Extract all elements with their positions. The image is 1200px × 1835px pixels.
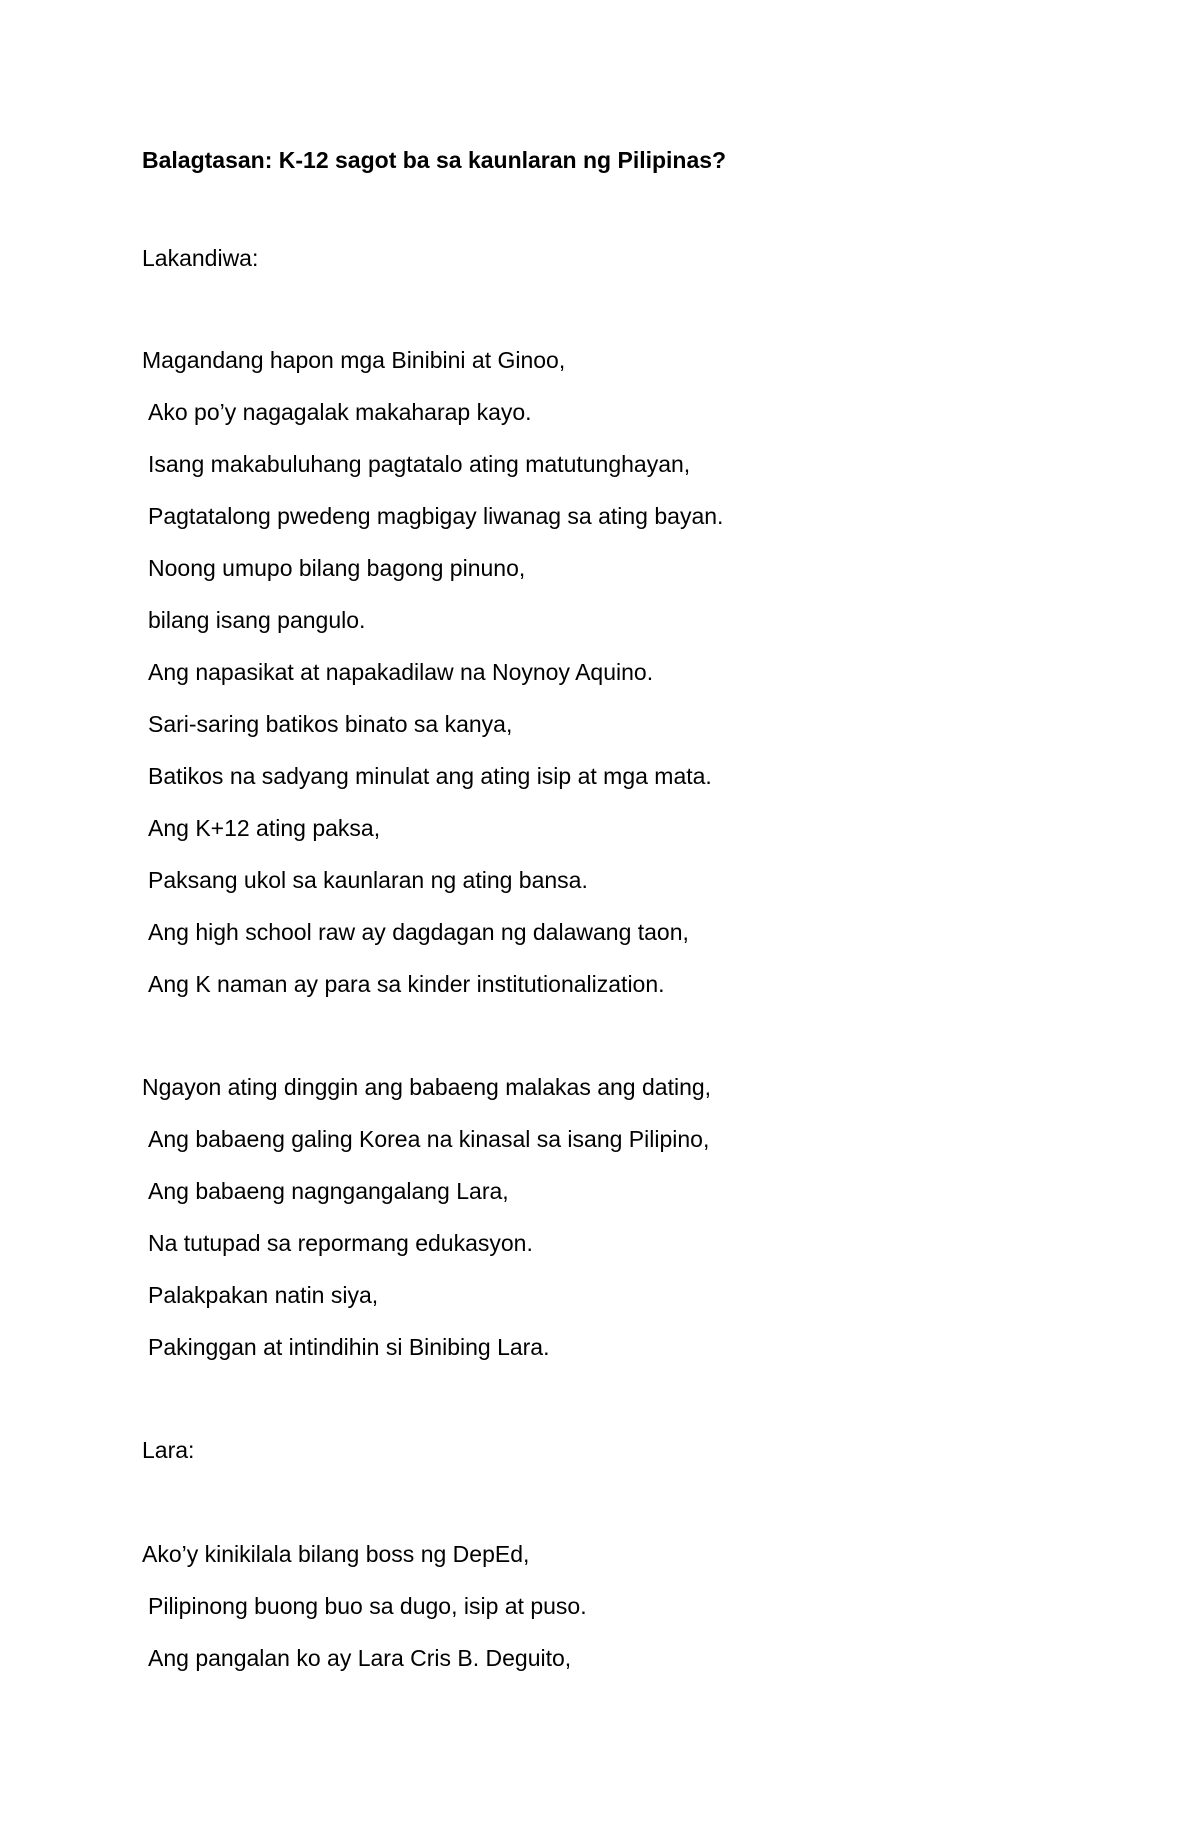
poem-line: Magandang hapon mga Binibini at Ginoo, <box>142 347 566 373</box>
speaker-label-lara: Lara: <box>142 1437 195 1463</box>
poem-line: Pilipinong buong buo sa dugo, isip at puso. <box>148 1593 587 1619</box>
poem-line: Ako po’y nagagalak makaharap kayo. <box>148 399 532 425</box>
poem-line: Ang pangalan ko ay Lara Cris B. Deguito, <box>148 1645 572 1671</box>
poem-line: Ang high school raw ay dagdagan ng dalawang taon, <box>148 919 689 945</box>
poem-line: bilang isang pangulo. <box>148 607 366 633</box>
poem-line: Sari-saring batikos binato sa kanya, <box>148 711 513 737</box>
speaker-label-lakandiwa: Lakandiwa: <box>142 245 259 271</box>
poem-line: Pakinggan at intindihin si Binibing Lara. <box>148 1334 550 1360</box>
poem-line: Ngayon ating dinggin ang babaeng malakas ang dating, <box>142 1074 712 1100</box>
poem-line: Ang babaeng nagngangalang Lara, <box>148 1178 509 1204</box>
poem-line: Pagtatalong pwedeng magbigay liwanag sa ating bayan. <box>148 503 724 529</box>
poem-line: Ang babaeng galing Korea na kinasal sa isang Pilipino, <box>148 1126 710 1152</box>
poem-line: Na tutupad sa repormang edukasyon. <box>148 1230 533 1256</box>
document-title: Balagtasan: K-12 sagot ba sa kaunlaran ng Pilipinas? <box>142 147 727 173</box>
poem-line: Noong umupo bilang bagong pinuno, <box>148 555 526 581</box>
poem-line: Ako’y kinikilala bilang boss ng DepEd, <box>142 1541 530 1567</box>
poem-line: Batikos na sadyang minulat ang ating isip at mga mata. <box>148 763 712 789</box>
poem-line: Paksang ukol sa kaunlaran ng ating bansa. <box>148 867 588 893</box>
poem-line: Ang K naman ay para sa kinder institutionalization. <box>148 971 665 997</box>
poem-line: Palakpakan natin siya, <box>148 1282 379 1308</box>
poem-line: Isang makabuluhang pagtatalo ating matutunghayan, <box>148 451 691 477</box>
poem-line: Ang napasikat at napakadilaw na Noynoy Aquino. <box>148 659 654 685</box>
poem-line: Ang K+12 ating paksa, <box>148 815 381 841</box>
